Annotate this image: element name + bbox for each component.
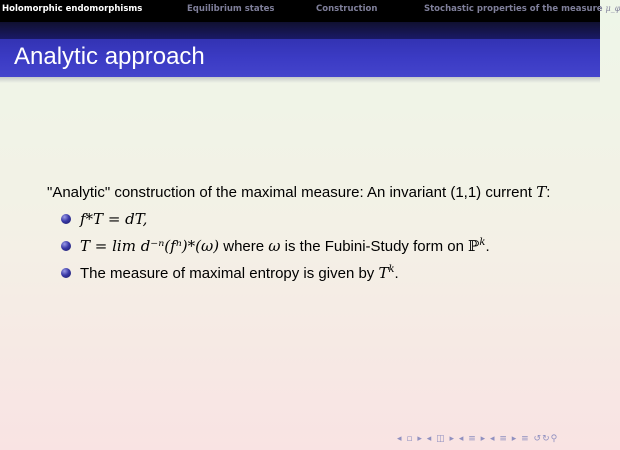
math-superscript-k: k bbox=[479, 237, 486, 248]
bullet-icon bbox=[61, 214, 71, 224]
bullet-end: . bbox=[394, 265, 399, 282]
bullet-list bbox=[61, 209, 567, 284]
header-band bbox=[0, 22, 600, 39]
nav-item-stochastic-label: Stochastic properties of the measure bbox=[424, 4, 603, 14]
top-navigation bbox=[0, 0, 620, 22]
math-T: T bbox=[378, 264, 389, 282]
beamer-navigation-controls[interactable]: ◂ ▫ ▸ ◂ ◫ ▸ ◂ ≡ ▸ ◂ ≡ ▸ ≡ ↺↻⚲ bbox=[397, 434, 559, 444]
intro-text: "Analytic" construction of the maximal measure: An invariant (1,1) current bbox=[47, 184, 533, 201]
bullet-text: where bbox=[219, 238, 269, 255]
intro-math-T: T bbox=[536, 183, 547, 201]
slide-content bbox=[47, 182, 567, 290]
math-superscript-k: k bbox=[388, 264, 395, 275]
nav-item-construction[interactable]: Construction bbox=[316, 4, 378, 14]
list-item bbox=[61, 209, 567, 230]
bullet-text: The measure of maximal entropy is given by bbox=[80, 265, 379, 282]
bullet-text-2: is the Fubini-Study form on bbox=[280, 238, 469, 255]
slide-title: Analytic approach bbox=[14, 43, 205, 70]
math-pullback-equation: f*T = dT, bbox=[80, 210, 148, 228]
nav-item-holomorphic-endomorphisms[interactable]: Holomorphic endomorphisms bbox=[2, 4, 143, 14]
nav-item-stochastic-properties[interactable] bbox=[424, 4, 620, 14]
list-item bbox=[61, 236, 567, 257]
math-omega: ω bbox=[268, 237, 281, 255]
nav-item-equilibrium-states[interactable]: Equilibrium states bbox=[187, 4, 275, 14]
title-shadow bbox=[0, 77, 600, 83]
bullet-end: . bbox=[485, 238, 490, 255]
intro-end: : bbox=[546, 184, 551, 201]
bullet-icon bbox=[61, 268, 71, 278]
bullet-icon bbox=[61, 241, 71, 251]
list-item bbox=[61, 263, 567, 284]
mu-phi-symbol: μ_φ bbox=[605, 4, 620, 13]
intro-paragraph bbox=[47, 182, 567, 203]
math-limit-equation: T = lim d⁻ⁿ(fⁿ)*(ω) bbox=[80, 237, 220, 255]
math-projective-space: ℙ bbox=[468, 237, 480, 255]
